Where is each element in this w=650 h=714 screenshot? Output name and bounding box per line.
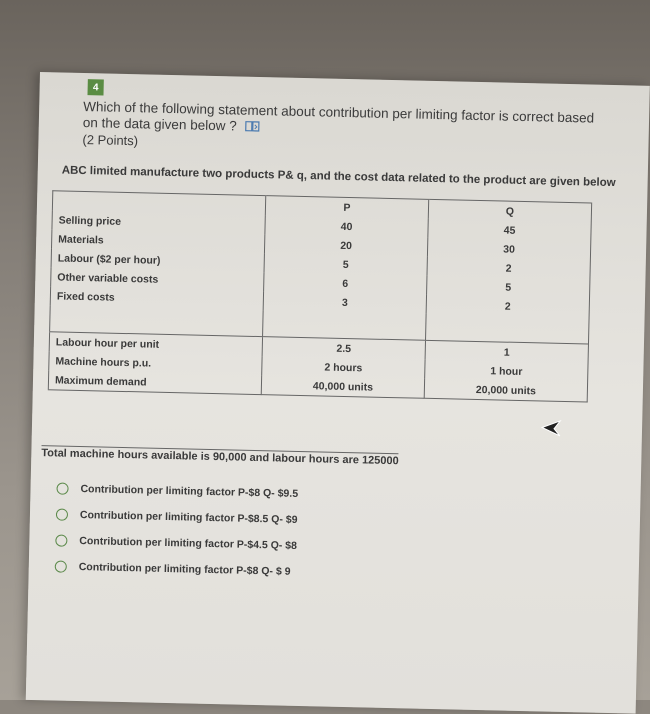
answer-options xyxy=(54,477,298,586)
answer-option-1[interactable] xyxy=(56,477,298,504)
cell-q: 30 xyxy=(427,238,590,261)
cell-q: 2 xyxy=(427,257,590,280)
row-label: Labour hour per unit xyxy=(49,332,262,356)
cell-q xyxy=(426,314,590,344)
row-label: Other variable costs xyxy=(51,267,264,291)
row-label: Machine hours p.u. xyxy=(49,351,262,375)
intro-text: ABC limited manufacture two products P& q, and the cost data related to the product are given below xyxy=(61,164,616,190)
answer-option-3[interactable] xyxy=(55,529,297,556)
row-label: Labour ($2 per hour) xyxy=(51,248,264,272)
cell-q: 5 xyxy=(427,276,590,299)
question-points: (2 Points) xyxy=(82,131,139,149)
question-number-badge: 4 xyxy=(87,79,103,95)
row-label: Fixed costs xyxy=(50,286,263,310)
row-label: Materials xyxy=(52,229,265,253)
table-footnote: Total machine hours available is 90,000 and labour hours are 125000 xyxy=(41,447,399,468)
radio-button[interactable] xyxy=(56,482,68,494)
form-question-card xyxy=(26,72,650,714)
option-label: Contribution per limiting factor P-$4.5 Q- $8 xyxy=(79,535,298,552)
cell-p: 5 xyxy=(264,253,427,276)
row-label: Maximum demand xyxy=(48,370,261,394)
cell-p: 6 xyxy=(264,272,427,295)
answer-option-4[interactable] xyxy=(55,555,297,582)
radio-button[interactable] xyxy=(56,508,68,520)
radio-button[interactable] xyxy=(55,534,67,546)
radio-button[interactable] xyxy=(55,560,67,572)
cell-p: 2 hours xyxy=(262,356,425,379)
cell-q: 1 xyxy=(425,340,588,363)
cell-p: 40 xyxy=(265,215,428,238)
cell-q: 45 xyxy=(428,219,591,242)
immersive-reader-icon[interactable] xyxy=(244,121,260,133)
question-text-block xyxy=(83,99,604,143)
cell-p: 40,000 units xyxy=(261,375,424,398)
option-label: Contribution per limiting factor P-$8.5 Q- $9 xyxy=(79,509,298,526)
cell-q: 2 xyxy=(426,295,589,318)
question-text: Which of the following statement about contribution per limiting factor is correct based on the data given below ? xyxy=(82,98,595,134)
cell-q: 20,000 units xyxy=(424,379,587,402)
row-label: Selling price xyxy=(52,210,265,234)
answer-option-2[interactable] xyxy=(56,503,298,530)
cost-data-table xyxy=(48,190,592,402)
cell-p: 3 xyxy=(263,291,426,314)
cell-q: 1 hour xyxy=(425,360,588,383)
cell-p: 2.5 xyxy=(262,337,425,360)
table-header-p: P xyxy=(265,196,428,219)
cell-p: 20 xyxy=(264,234,427,257)
option-label: Contribution per limiting factor P-$8 Q- $9.5 xyxy=(80,483,299,500)
cell-p xyxy=(263,310,427,340)
table-header-q: Q xyxy=(428,199,591,222)
option-label: Contribution per limiting factor P-$8 Q- $ 9 xyxy=(78,561,291,578)
mouse-cursor-icon xyxy=(540,418,562,436)
